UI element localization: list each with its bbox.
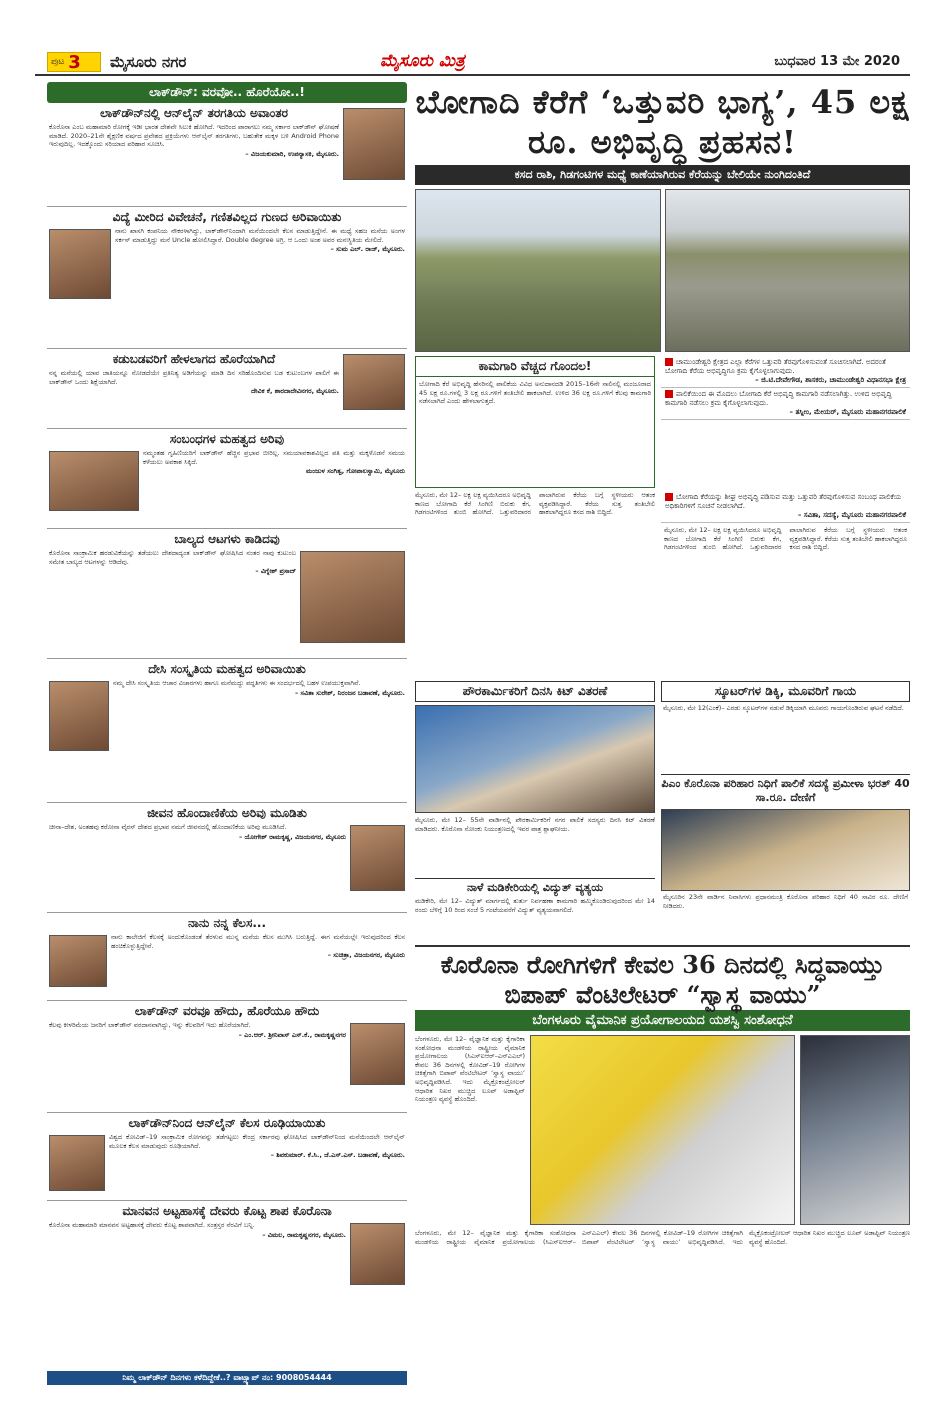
story-desi-culture xyxy=(47,659,407,803)
box-title: ಕಾಮಗಾರಿ ವೆಚ್ಚದ ಗೊಂದಲ! xyxy=(416,357,654,377)
story-title: ನಾನು ನನ್ನ ಕೆಲಸ... xyxy=(187,916,267,930)
family-photo xyxy=(49,451,139,511)
donation-photo xyxy=(661,809,910,891)
ventilator-headline: ಕೊರೊನಾ ರೋಗಿಗಳಿಗೆ ಕೇವಲ 36 ದಿನದಲ್ಲಿ ಸಿದ್ಧವಾಯ್ತು ಬಿಪಾಪ್ ವೆಂಟಿಲೇಟರ್ “ಸ್ವಾಸ್ಥ ವಾಯು” xyxy=(440,950,885,1009)
lake-article-body: ಮೈಸೂರು, ಮೇ 12– ಲಕ್ಷ ಲಕ್ಷ ವ್ಯಯಿಸಿದರೂ ಅಭಿವೃದ್ಧಿ ಕಾಣದ ಬೋಗಾದಿ ಕೆರೆ ಸಿಂಗಿಣಿ ಬಿರುಕು ಕೆಗ, ಗಿಡಗಂಟಿಗಳಿಂದ ತುಂಬಿ ಹೋಗಿದೆ. ಒತ್ತುವರಿದಾರರ ಪಾಲಾಗಿರುವ ಕೆರೆಯ ಬಗ್ಗೆ ಸ್ಥಳೀಯರು ಆತಂಕ ವ್ಯಕ್ತಪಡಿಸಿದ್ದಾರೆ. ಕೆರೆಯ ಸುತ್ತ ತಂತಿಬೇಲಿ ಹಾಕಲಾಗಿದ್ದರೂ ಕಸದ ರಾಶಿ ಬಿದ್ದಿದೆ. xyxy=(415,491,655,517)
lead-headline: ಬೋಗಾದಿ ಕೆರೆಗೆ ‘ಒತ್ತುವರಿ ಭಾಗ್ಯ’, 45 ಲಕ್ಷ ರೂ. ಅಭಿವೃದ್ಧಿ ಪ್ರಹಸನ! xyxy=(415,83,910,161)
story-boon-burden xyxy=(47,1001,407,1113)
family-photo xyxy=(300,551,405,643)
lockdown-opinion-column xyxy=(47,82,407,1385)
story-byline: – ಸುಚಿತ್ರಾ, ವಿಜಯನಗರ, ಮೈಸೂರು xyxy=(327,951,405,960)
author-photo xyxy=(49,229,111,299)
kit-distribution-photo xyxy=(415,705,655,813)
section-name: ಮೈಸೂರು ನಗರ xyxy=(110,53,187,71)
quote-signature: – ಜಿ.ಟಿ.ದೇವೇಗೌಡ, ಶಾಸಕರು, ಚಾಮುಂಡೇಶ್ವರಿ ವಿಧಾನಸಭಾ ಕ್ಷೇತ್ರ xyxy=(755,376,906,384)
story-body: ಕೊರೊನಾ ಎಂಬ ಮಹಾಮಾರಿ ರೋಗಕ್ಕೆ ಇಡೀ ಭಾರತ ದೇಶವೇ ಸಿಲುಕಿ ಹೋಗಿದೆ. ಇದರಿಂದ ಪಾರಾಗಲು ನಮ್ಮ ಸರ್ಕಾರ ಲಾಕ್‌ಡೌನ್ ಘೋಷಣೆ ಮಾಡಿದೆ. 2020–21ನೇ ಶೈಕ್ಷಣಿಕ ವರ್ಷದ ಪ್ರವೇಶದ ಪ್ರಕ್ರಿಯೆಗಳು ಆನ್‌ಲೈನ್ ತರಗತಿಗಳು, ಬಹುತೇಕ ಮಕ್ಕಳ ಬಳಿ Android Phone ಇರುವುದಿಲ್ಲ. ಇದಕ್ಕೊಂದು ಸರಿಯಾದ ಪರಿಹಾರ ಸೂಚಿಸಿ. xyxy=(49,123,339,149)
ventilator-lead-text: ಬೆಂಗಳೂರು, ಮೇ 12– ವೈಜ್ಞಾನಿಕ ಮತ್ತು ಕೈಗಾರಿಕಾ ಸಂಶೋಧನಾ ಮಂಡಳಿಯ ರಾಷ್ಟ್ರೀಯ ವೈಮಾನಿಕ ಪ್ರಯೋಗಾಲಯ (ಸಿಎಸ್‌ಐಆರ್–ಎನ್‌ಎಎಲ್) ಕೇವಲ 36 ದಿನಗಳಲ್ಲಿ ಕೋವಿಡ್–19 ರೋಗಿಗಳ ಚಿಕಿತ್ಸೆಗಾಗಿ ಬಿಪಾಪ್ ವೆಂಟಿಲೇಟರ್ ‘ಸ್ವಾಸ್ಥ ವಾಯು’ ಅಭಿವೃದ್ಧಿಪಡಿಸಿದೆ. ಇದು ಮೈಕ್ರೊಕಂಟ್ರೋಲರ್ ಆಧಾರಿತ ನಿಖರ ಮುಚ್ಚಿದ ಲೂಪ್ ಅಡಾಪ್ಟಿವ್ ನಿಯಂತ್ರಣ ವ್ಯವಸ್ಥೆ ಹೊಂದಿದೆ. xyxy=(415,1035,525,1104)
page-number-tag xyxy=(47,52,101,72)
ventilator-article-body: ಬೆಂಗಳೂರು, ಮೇ 12– ವೈಜ್ಞಾನಿಕ ಮತ್ತು ಕೈಗಾರಿಕಾ ಸಂಶೋಧನಾ ಮಂಡಳಿಯ ರಾಷ್ಟ್ರೀಯ ವೈಮಾನಿಕ ಪ್ರಯೋಗಾಲಯ (ಸಿಎಸ್‌ಐಆರ್–ಎನ್‌ಎಎಲ್) ಕೇವಲ 36 ದಿನಗಳಲ್ಲಿ ಕೋವಿಡ್–19 ರೋಗಿಗಳ ಚಿಕಿತ್ಸೆಗಾಗಿ ಬಿಪಾಪ್ ವೆಂಟಿಲೇಟರ್ ‘ಸ್ವಾಸ್ಥ ವಾಯು’ ಅಭಿವೃದ್ಧಿಪಡಿಸಿದೆ. ಇದು ಮೈಕ್ರೊಕಂಟ್ರೋಲರ್ ಆಧಾರಿತ ನಿಖರ ಮುಚ್ಚಿದ ಲೂಪ್ ಅಡಾಪ್ಟಿವ್ ನಿಯಂತ್ರಣ ವ್ಯವಸ್ಥೆ ಹೊಂದಿದೆ. xyxy=(415,1229,910,1246)
story-curse-corona xyxy=(47,1201,407,1301)
story-body: ಮೈಸೂರು, ಮೇ 12– 55ನೇ ವಾರ್ಡಿನಲ್ಲಿ ಪೌರಕಾರ್ಮಿಕರಿಗೆ ನಗರ ಪಾಲಿಕೆ ಸದಸ್ಯರು ದಿನಸಿ ಕಿಟ್ ವಿತರಣೆ ಮಾಡಿದರು. ಕೊರೊನಾ ಸೋಂಕು ನಿಯಂತ್ರಣದಲ್ಲಿ ಇವರ ಪಾತ್ರ ಶ್ಲಾಘನೀಯ. xyxy=(415,816,655,833)
story-title: ಕಡುಬಡವರಿಗೆ ಹೇಳಲಾಗದ ಹೊರೆಯಾಗಿದೆ xyxy=(112,352,276,366)
story-byline: – ಎಂ.ಆರ್. ಶ್ರೀನಿವಾಸ್ ಎಸ್.ಕೆ., ರಾಮಕೃಷ್ಣನಗರ xyxy=(238,1030,346,1039)
story-title: ಲಾಕ್‌ಡೌನ್‌ನಲ್ಲಿ ಆನ್‌ಲೈನ್ ತರಗತಿಯ ಅವಾಂತರ xyxy=(100,106,288,120)
story-title: ವಿದ್ಯೆ ಮೀರಿದ ವಿವೇಚನೆ, ಗಣಿತವಿಲ್ಲದ ಗುಣದ ಅರಿವಾಯಿತು xyxy=(112,210,342,224)
lake-photos xyxy=(415,189,910,352)
masthead xyxy=(35,50,910,76)
author-photo xyxy=(49,935,107,987)
lead-subheadline: ಕಸದ ರಾಶಿ, ಗಿಡಗಂಟಿಗಳ ಮಧ್ಯೆ ಕಾಣೆಯಾಗಿರುವ ಕೆರೆಯನ್ನು ಬೇಲಿಯೇ ನುಂಗಿದಂತಿದೆ xyxy=(415,165,910,185)
story-byline: – ವಿಜಯಕುಮಾರಿ, ಉಪನ್ಯಾಸಕಿ, ಮೈಸೂರು. xyxy=(245,149,339,158)
lake-article-continued: ಮೈಸೂರು, ಮೇ 12– ಲಕ್ಷ ಲಕ್ಷ ವ್ಯಯಿಸಿದರೂ ಅಭಿವೃದ್ಧಿ ಕಾಣದ ಬೋಗಾದಿ ಕೆರೆ ಸಿಂಗಿಣಿ ಬಿರುಕು ಕೆಗ, ಗಿಡಗಂಟಿಗಳಿಂದ ತುಂಬಿ ಹೋಗಿದೆ. ಒತ್ತುವರಿದಾರರ ಪಾಲಾಗಿರುವ ಕೆರೆಯ ಬಗ್ಗೆ ಸ್ಥಳೀಯರು ಆತಂಕ ವ್ಯಕ್ತಪಡಿಸಿದ್ದಾರೆ. ಕೆರೆಯ ಸುತ್ತ ತಂತಿಬೇಲಿ ಹಾಕಲಾಗಿದ್ದರೂ ಕಸದ ರಾಶಿ ಬಿದ್ದಿದೆ. xyxy=(664,526,907,552)
story-body: ವಿಶ್ವದ ಕೋವಿಡ್–19 ಸಾಂಕ್ರಾಮಿಕ ರೋಗವನ್ನು ತಡೆಗಟ್ಟಲು ಕೇಂದ್ರ ಸರ್ಕಾರವು ಘೋಷಿಸಿದ ಲಾಕ್‌ಡೌನ್‌ನಿಂದ ಮನೆಯಿಂದಲೇ ಆನ್‌ಲೈನ್ ಮೂಲಕ ಕೆಲಸ ಮಾಡುವುದು ರೂಢಿಯಾಗಿದೆ. xyxy=(109,1133,405,1150)
scooter-story-title: ಸ್ಕೂಟರ್‌ಗಳ ಡಿಕ್ಕಿ, ಮೂವರಿಗೆ ಗಾಯ xyxy=(661,681,910,702)
page-number: 3 xyxy=(68,51,81,73)
power-story-body: ಮಡಿಕೇರಿ, ಮೇ 12– ವಿದ್ಯುತ್ ಮಾರ್ಗದಲ್ಲಿ ತುರ್ತು ನಿರ್ವಹಣಾ ಕಾಮಗಾರಿ ಹಮ್ಮಿಕೊಂಡಿರುವುದರಿಂದ ಮೇ 14 ರಂದು ಬೆಳಿಗ್ಗೆ 10 ರಿಂದ ಸಂಜೆ 5 ಗಂಟೆಯವರೆಗೆ ವಿದ್ಯುತ್ ವ್ಯತ್ಯಯವಾಗಲಿದೆ. xyxy=(415,897,655,914)
cost-confusion-box xyxy=(415,356,655,488)
quote-signature: – ಸವಿತಾ, ಸದಸ್ಯೆ, ಮೈಸೂರು ಮಹಾನಗರಪಾಲಿಕೆ xyxy=(797,511,906,519)
newspaper-page xyxy=(35,40,910,1385)
quote-marker-icon xyxy=(665,390,673,398)
quote-marker-icon xyxy=(665,493,673,501)
lake-photo-left xyxy=(415,189,661,352)
story-byline: – ವಿಗ್ನೇಶ್ ಪ್ರಸಾದ್ xyxy=(255,567,296,576)
ventilator-photo xyxy=(530,1035,795,1225)
story-byline: – ಶಿವಕುಮಾರ್. ಕೆ.ಸಿ., ಜೆ.ಎಸ್.ಎಸ್. ಬಡಾವಣೆ, ಮೈಸೂರು. xyxy=(270,1151,405,1160)
ventilator-top-row xyxy=(415,1035,910,1225)
quote-signature: – ತಸ್ನೀಂ, ಮೇಯರ್, ಮೈಸೂರು ಮಹಾನಗರಪಾಲಿಕೆ xyxy=(789,408,906,416)
author-photo xyxy=(350,825,405,891)
story-byline: – ಸುಮ ಎಲ್. ರಾಜ್, ಮೈಸೂರು. xyxy=(330,245,405,254)
author-photo xyxy=(350,1023,405,1085)
story-childhood-games xyxy=(47,529,407,659)
paper-logo: ಮೈಸೂರು ಮಿತ್ರ xyxy=(380,51,465,71)
story-byline: – ಯೋಗೇಶ್ ರಾಮಕೃಷ್ಣ, ವಿಜಯನಗರ, ಮೈಸೂರು xyxy=(238,832,346,841)
scooter-and-pm-stories xyxy=(661,681,910,939)
author-photo xyxy=(49,1135,105,1191)
pm-fund-story-body: ಮೈಸೂರಿನ 23ನೇ ವಾರ್ಡಿನ ನಿವಾಸಿಗಳು ಪ್ರಧಾನಮಂತ್ರಿ ಕೊರೊನಾ ಪರಿಹಾರ ನಿಧಿಗೆ 40 ಸಾವಿರ ರೂ. ದೇಣಿಗೆ ನೀಡಿದರು. xyxy=(663,893,908,910)
story-title: ಲಾಕ್‌ಡೌನ್ ವರವೂ ಹೌದು, ಹೊರೆಯೂ ಹೌದು xyxy=(134,1004,320,1018)
story-title: ಜೀವನ ಹೊಂದಾಣಿಕೆಯ ಅರಿವು ಮೂಡಿತು xyxy=(147,806,307,820)
quote-mayor xyxy=(661,388,910,420)
story-title: ಪೌರಕಾರ್ಮಿಕರಿಗೆ ದಿನಸಿ ಕಿಟ್ ವಿತರಣೆ xyxy=(415,681,655,702)
story-body: ನಾನು ಖಾಸಗಿ ಕಂಪನಿಯ ನೌಕರಳಾಗಿದ್ದು, ಲಾಕ್‌ಡೌನ್‌ನಿಂದಾಗಿ ಮನೆಯಿಂದಲೇ ಕೆಲಸ ಮಾಡುತ್ತಿದ್ದೇನೆ. ಈ ಮಧ್ಯೆ ಸಹಜ ಮನೆಯ ಅಂಗಳ ಸರ್ಕಸ್ ಮಾಡುತ್ತಿದ್ದು ಮನೆ Uncle ಹೋಲಿಸಿದ್ದಾರೆ. Double degree ಅಗ್ರಿ. ಆ ಒಂದು ಅಂಶ ಅವರ ಮನಃಸ್ಥಿತಿಯ ಮೇಲಿದೆ. xyxy=(115,227,405,244)
ventilator-subband: ಬೆಂಗಳೂರು ವೈಮಾನಿಕ ಪ್ರಯೋಗಾಲಯದ ಯಶಸ್ವಿ ಸಂಶೋಧನೆ xyxy=(415,1010,910,1031)
quotes-column xyxy=(661,356,910,488)
ventilator-story xyxy=(415,945,910,1357)
story-body: ಕೊರೊನಾ ಸಾಂಕ್ರಾಮಿಕ ಹರಡುವಿಕೆಯನ್ನು ತಡೆಯಲು ದೇಶದಾದ್ಯಂತ ಲಾಕ್‌ಡೌನ್ ಘೋಷಿಸಿದ ನಂತರ ನಾವು ಕುಟುಂಬ ಸಮೇತ ಬಾಲ್ಯದ ಆಟಗಳನ್ನು ಆಡಿದೆವು. xyxy=(49,549,296,566)
pm-fund-story-title: ಪಿಎಂ ಕೊರೊನಾ ಪರಿಹಾರ ನಿಧಿಗೆ ಪಾಲಿಕೆ ಸದಸ್ಯೆ ಪ್ರಮೀಳಾ ಭರತ್ 40 ಸಾ.ರೂ. ದೇಣಿಗೆ xyxy=(661,774,910,807)
whatsapp-footer-strip: ನಿಮ್ಮ ಲಾಕ್‌ಡೌನ್ ದಿನಗಳು ಕಳೆದಿದ್ದೇಕೆ..? ವಾಟ್ಸ್ಯಾಪ್ ನಂ: 9008054444 xyxy=(47,1371,407,1385)
quote-text: ಚಾಮುಂಡೇಶ್ವರಿ ಕ್ಷೇತ್ರದ ಎಲ್ಲಾ ಕೆರೆಗಳ ಒತ್ತುವರಿ ತೆರವುಗೊಳಿಸುವಂತೆ ಸೂಚಿಸಲಾಗಿದೆ. ಅದರಂತೆ ಬೋಗಾದಿ ಕೆರೆಯ ಅಭಿವೃದ್ಧಿಗೂ ಕ್ರಮ ಕೈಗೊಳ್ಳಲಾಗುವುದು. xyxy=(665,358,886,375)
main-news-column xyxy=(415,82,910,1385)
issue-date: ಬುಧವಾರ 13 ಮೇ 2020 xyxy=(774,54,900,69)
story-body: ಕೊರೊನಾ ಮಹಾಮಾರಿ ಮಾನವನ ಅಟ್ಟಹಾಸಕ್ಕೆ ದೇವರು ಕೊಟ್ಟ ಶಾಪವಾಗಿದೆ. ಸಂತ್ರಸ್ತರ ನೆರವಿಗೆ ಬನ್ನಿ. xyxy=(49,1221,255,1229)
story-title: ಬಾಲ್ಯದ ಆಟಗಳು ಕಾಡಿದವು xyxy=(174,532,280,546)
story-wisdom xyxy=(47,207,407,349)
scooter-story-body: ಮೈಸೂರು, ಮೇ 12(ಎಂಕೆ)– ಎರಡು ಸ್ಕೂಟರ್‌ಗಳ ನಡುವೆ ಡಿಕ್ಕಿಯಾಗಿ ಮೂವರು ಗಾಯಗೊಂಡಿರುವ ಘಟನೆ ನಡೆದಿದೆ. xyxy=(663,704,904,712)
author-photo xyxy=(49,681,109,751)
author-photo xyxy=(350,1223,405,1285)
quote-mla xyxy=(661,356,910,388)
right-subcolumn xyxy=(661,491,910,679)
story-body: ಕೆಲವು ಕೀಳರಿಮೆಯ ಜನರಿಗೆ ಲಾಕ್‌ಡೌನ್ ವರದಾನವಾಗಿದ್ದು, ಇನ್ನು ಕೆಲವರಿಗೆ ಇದು ಹೊರೆಯಾಗಿದೆ. xyxy=(49,1021,251,1029)
story-body: ನಮ್ಮಂತಹ ಗೃಹಿಣಿಯರಿಗೆ ಲಾಕ್‌ಡೌನ್ ಹೆಚ್ಚಿನ ಪ್ರಭಾವ ಬೀರಿಲ್ಲ. ಸಮಯಾವಕಾಶವಿಲ್ಲದ ಪತಿ ಮತ್ತು ಮಕ್ಕಳೊಡನೆ ಸಮಯ ಕಳೆಯಲು ಅವಕಾಶ ಸಿಕ್ಕಿದೆ. xyxy=(143,449,405,466)
story-title: ಸಂಬಂಧಗಳ ಮಹತ್ವದ ಅರಿವು xyxy=(169,432,285,446)
story-body: ನಾನು ಕಾಲೇಜಿಗೆ ಕೆಲಸಕ್ಕೆ ಅಂದುಕೊಂಡಂತೆ ತೆರಳುವ ಮುನ್ನ ಮನೆಯ ಕೆಲಸ ಮುಗಿಸಿ ಬರುತ್ತಿದ್ದೆ. ಈಗ ಮನೆಯಲ್ಲೇ ಇರುವುದರಿಂದ ಕೆಲಸ ಹಂಚಿಕೊಳ್ಳುತ್ತಿದ್ದೇವೆ. xyxy=(111,933,405,950)
story-poor-burden xyxy=(47,349,407,429)
story-relationships xyxy=(47,429,407,529)
story-title: ಲಾಕ್‌ಡೌನ್‌ನಿಂದ ಆನ್‌ಲೈನ್ ಕೆಲಸ ರೂಢಿಯಾಯಿತು xyxy=(128,1116,326,1130)
story-title: ದೇಸಿ ಸಂಸ್ಕೃತಿಯ ಮಹತ್ವದ ಅರಿವಾಯಿತು xyxy=(148,662,306,676)
story-online-work xyxy=(47,1113,407,1201)
quote-councillor xyxy=(661,491,910,523)
column-banner: ಲಾಕ್‌ಡೌನ್: ವರವೋ.. ಹೊರೆಯೋ..! xyxy=(47,82,407,103)
story-body: ನಮ್ಮ ದೇಸಿ ಸಂಸ್ಕೃತಿಯ ಆಚಾರ ವಿಚಾರಗಳು ಹಾಗೂ ಮನೆಮದ್ದು ಪದ್ಧತಿಗಳು ಈ ಸಂದರ್ಭದಲ್ಲಿ ಬಹಳ ಉಪಯುಕ್ತವಾಗಿವೆ. xyxy=(113,679,361,687)
news-row-mid xyxy=(415,681,910,939)
quote-marker-icon xyxy=(665,358,673,366)
story-my-work xyxy=(47,913,407,1001)
kit-distribution-story xyxy=(415,681,655,939)
story-online-class xyxy=(47,103,407,207)
box-text: ಬೋಗಾದಿ ಕೆರೆ ಅಭಿವೃದ್ಧಿ ಹೆಸರಿನಲ್ಲಿ ಪಾಲಿಕೆಯ ವಿವಿಧ ಅನುದಾನದಡಿ 2015–16ನೇ ಸಾಲಿನಲ್ಲಿ ಮಂಜೂರಾದ 45 ಲಕ್ಷ ರೂ.ಗಳಲ್ಲಿ 3 ಲಕ್ಷ ರೂ.ಗಳಿಗೆ ತಂತಿಬೇಲಿ ಹಾಕಲಾಗಿದೆ. ಉಳಿದ 36 ಲಕ್ಷ ರೂ.ಗಳಿಗೆ ಕೆಲವು ಕಾಮಗಾರಿ ನಡೆಸಲಾಗಿದೆ ಎಂದು ಹೇಳಲಾಗುತ್ತದೆ. xyxy=(419,380,651,406)
lake-body-row xyxy=(415,491,910,679)
author-photo xyxy=(343,354,405,410)
quote-text: ಪಾಲಿಕೆಯಿಂದ ಈ ಮೊದಲು ಬೋಗಾದಿ ಕೆರೆ ಅಭಿವೃದ್ಧಿ ಕಾಮಗಾರಿ ನಡೆಸಲಾಗಿತ್ತು. ಉಳಿದ ಅಭಿವೃದ್ಧಿ ಕಾಮಗಾರಿ ನಡೆಸಲು ಕ್ರಮ ಕೈಗೊಳ್ಳಲಾಗುವುದು. xyxy=(665,390,892,407)
lake-photo-right xyxy=(665,189,911,352)
power-story-title: ನಾಳೆ ಮಡಿಕೇರಿಯಲ್ಲಿ ವಿದ್ಯುತ್ ವ್ಯತ್ಯಯ xyxy=(415,878,655,897)
story-byline: – ಸವಿತಾ ಸುರೇಶ್, ನಿರಂಜನ ಬಡಾವಣೆ, ಮೈಸೂರು. xyxy=(295,688,405,697)
story-body: ನನ್ನ ಮನೆಯಲ್ಲಿ ಯಾವ ಜಾತಿಯನ್ನೂ ನೋಡದೆಯೇ ಪ್ರತಿನಿತ್ಯ ಅಡಿಗೆಯನ್ನು ಮಾಡಿ ದಿನ ಸರಿಹೊಂದಿಸುವ ಬಡ ಕುಟುಂಬಗಳ ಪಾಲಿಗೆ ಈ ಲಾಕ್‌ಡೌನ್ ಒಂದು ಶಿಕ್ಷೆಯಾಗಿದೆ. xyxy=(49,369,339,386)
author-photo xyxy=(343,108,405,180)
story-byline: ಮಂಜುಳ ಸಂಗಿತ್ವ, ಗೋಪಾಲಸ್ವಾಮಿ, ಮೈಸೂರು xyxy=(305,467,405,476)
story-byline: ದೇವಿಕ ಕೆ, ಶಾರದಾದೇವಿನಗರ, ಮೈಸೂರು. xyxy=(251,387,339,396)
story-adjustment xyxy=(47,803,407,913)
quote-text: ಬೋಗಾದಿ ಕೆರೆಯನ್ನು ಶೀಘ್ರ ಅಭಿವೃದ್ಧಿ ಪಡಿಸುವ ಮತ್ತು ಒತ್ತುವರಿ ತೆರವುಗೊಳಿಸುವ ಸಂಬಂಧ ಪಾಲಿಕೆಯ ಅಧಿಕಾರಿಗಳಿಗೆ ಸೂಚನೆ ನೀಡಲಾಗಿದೆ. xyxy=(665,493,902,510)
story-title: ಮಾನವನ ಅಟ್ಟಹಾಸಕ್ಕೆ ದೇವರು ಕೊಟ್ಟ ಶಾಪ ಕೊರೊನಾ xyxy=(122,1204,332,1218)
page-label: ಪುಟ xyxy=(51,57,65,67)
story-byline: – ವಿಮಲ, ರಾಮಕೃಷ್ಣನಗರ, ಮೈಸೂರು. xyxy=(262,1230,346,1239)
story-body: ಚೀನಾ–ದೇಶ, ಅಂತಹವು ಕರೋನಾ ವೈರಸ್ ದೇಶದ ಪ್ರಭಾವ ನಮಗೆ ಜೀವನದಲ್ಲಿ ಹೊಂದಾಣಿಕೆಯ ಅರಿವು ಮೂಡಿಸಿದೆ. xyxy=(49,823,287,831)
ventilator-demo-photo xyxy=(800,1035,910,1225)
lake-story-row xyxy=(415,356,910,488)
